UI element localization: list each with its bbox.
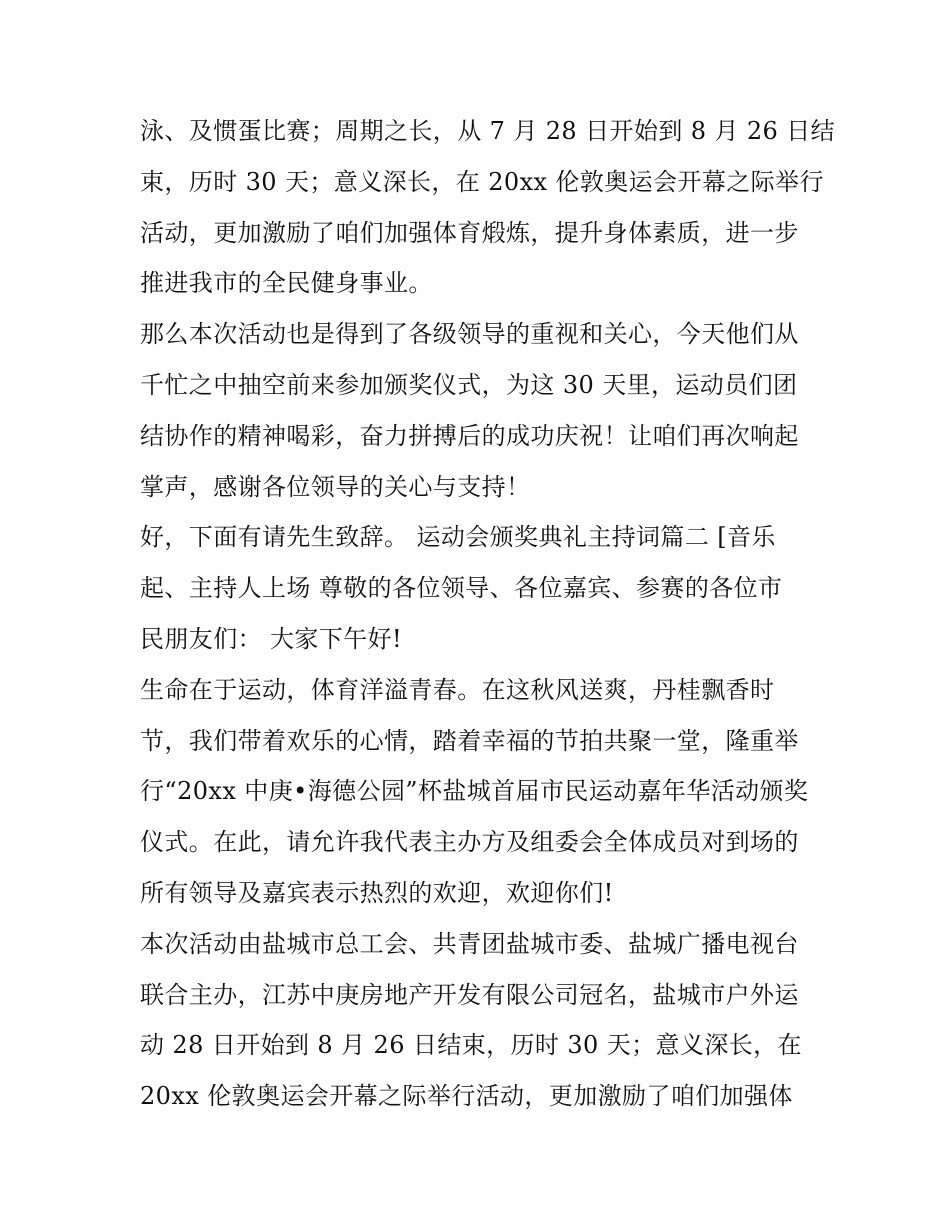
text-line-20: 20xx 伦敦奥运会开幕之际举行活动，更加激励了咱们加强体 xyxy=(140,1082,793,1111)
text-line-10: 起、主持人上场 尊敬的各位领导、各位嘉宾、参赛的各位市 xyxy=(140,574,783,603)
text-line-17: 本次活动由盐城市总工会、共青团盐城市委、盐城广播电视台 xyxy=(140,929,799,958)
text-line-11: 民朋友们： 大家下午好! xyxy=(140,624,403,653)
text-line-15: 仪式。在此，请允许我代表主办方及组委会全体成员对到场的 xyxy=(140,828,799,857)
text-line-16: 所有领导及嘉宾表示热烈的欢迎，欢迎你们! xyxy=(140,878,614,907)
text-line-1: 泳、及惯蛋比赛；周期之长，从 7 月 28 日开始到 8 月 26 日结 xyxy=(140,117,836,145)
text-line-18: 联合主办，江苏中庚房地产开发有限公司冠名，盐城市户外运 xyxy=(140,980,799,1009)
text-line-6: 千忙之中抽空前来参加颁奖仪式，为这 30 天里，运动员们团 xyxy=(140,370,798,399)
text-line-7: 结协作的精神喝彩，奋力拼搏后的成功庆祝！让咱们再次响起 xyxy=(140,421,799,450)
text-line-14: 行“20xx 中庚•海德公园”杯盐城首届市民运动嘉年华活动颁奖 xyxy=(140,777,809,806)
text-line-4: 推进我市的全民健身事业。 xyxy=(140,269,433,298)
text-line-13: 节，我们带着欢乐的心情，踏着幸福的节拍共聚一堂，隆重举 xyxy=(140,726,799,755)
text-line-9: 好，下面有请先生致辞。 运动会颁奖典礼主持词篇二 [音乐 xyxy=(140,523,776,552)
text-line-12: 生命在于运动，体育洋溢青春。在这秋风送爽，丹桂飘香时 xyxy=(140,675,775,704)
document-body xyxy=(140,106,836,1122)
text-line-3: 活动，更加激励了咱们加强体育煅炼，提升身体素质，进一步 xyxy=(140,218,799,247)
text-line-2: 束，历时 30 天；意义深长，在 20xx 伦敦奥运会开幕之际举行 xyxy=(140,167,824,196)
text-line-8: 掌声，感谢各位领导的关心与支持！ xyxy=(140,472,531,501)
text-line-5: 那么本次活动也是得到了各级领导的重视和关心，今天他们从 xyxy=(140,320,799,349)
text-line-19: 动 28 日开始到 8 月 26 日结束，历时 30 天；意义深长，在 xyxy=(140,1031,802,1060)
